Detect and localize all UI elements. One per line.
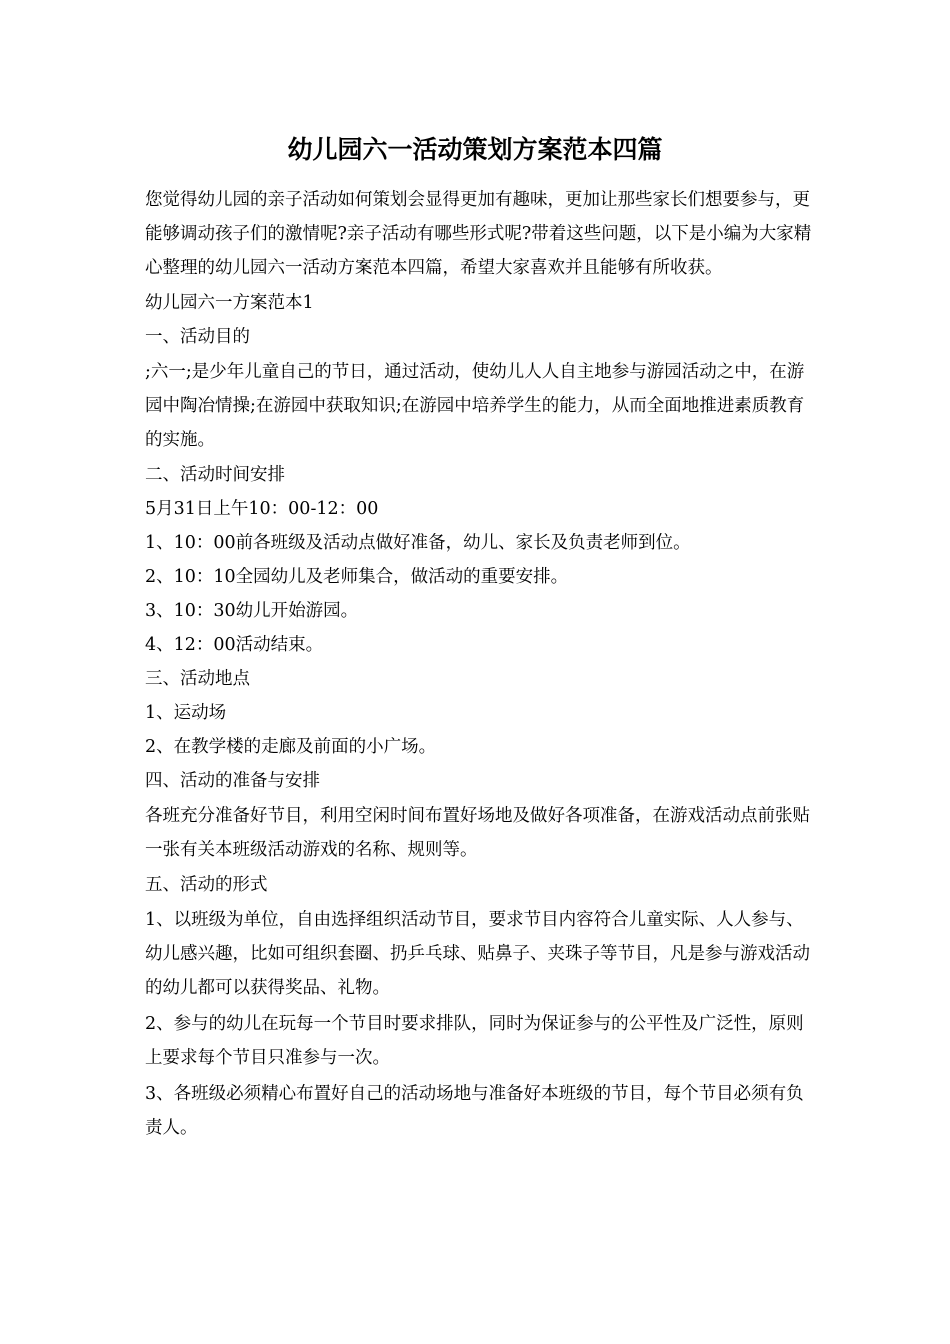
schedule-item-1: 1、10：00前各班级及活动点做好准备，幼儿、家长及负责老师到位。 — [145, 533, 691, 553]
form-item-2: 2、参与的幼儿在玩每一个节目时要求排队，同时为保证参与的公平性及广泛性，原则上要求每个节目只准参与一次。 — [145, 1014, 804, 1068]
intro-paragraph: 您觉得幼儿园的亲子活动如何策划会显得更加有趣味，更加让那些家长们想要参与，更能够调动孩子们的激情呢?亲子活动有哪些形式呢?带着这些问题，以下是小编为大家精心整理的幼儿园六一活动方案范本四篇，希望大家喜欢并且能够有所收获。 — [145, 190, 812, 278]
document-title: 幼儿园六一活动策划方案范本四篇 — [287, 135, 663, 164]
heading-preparation: 四、活动的准备与安排 — [145, 771, 320, 791]
heading-activity-schedule: 二、活动时间安排 — [145, 465, 285, 485]
schedule-item-3: 3、10：30幼儿开始游园。 — [145, 601, 359, 621]
paragraph-activity-date: 5月31日上午10：00-12：00 — [145, 499, 379, 519]
section-heading-plan-1: 幼儿园六一方案范本1 — [145, 293, 314, 313]
heading-activity-form: 五、活动的形式 — [145, 875, 268, 895]
heading-activity-purpose: 一、活动目的 — [145, 327, 250, 347]
heading-activity-location: 三、活动地点 — [145, 669, 250, 689]
form-item-3: 3、各班级必须精心布置好自己的活动场地与准备好本班级的节目，每个节目必须有负责人。 — [145, 1084, 804, 1138]
location-item-1: 1、运动场 — [145, 703, 227, 723]
form-item-1: 1、以班级为单位，自由选择组织活动节目，要求节目内容符合儿童实际、人人参与、幼儿感兴趣，比如可组织套圈、扔乒乓球、贴鼻子、夹珠子等节目，凡是参与游戏活动的幼儿都可以获得奖品、礼物。 — [145, 910, 810, 998]
paragraph-activity-purpose: ;六一;是少年儿童自己的节日，通过活动，使幼儿人人自主地参与游园活动之中，在游园中陶冶情操;在游园中获取知识;在游园中培养学生的能力，从而全面地推进素质教育的实施。 — [145, 362, 805, 450]
location-item-2: 2、在教学楼的走廊及前面的小广场。 — [145, 737, 437, 757]
document-body — [145, 183, 820, 1147]
schedule-item-4: 4、12：00活动结束。 — [145, 635, 324, 655]
schedule-item-2: 2、10：10全园幼儿及老师集合，做活动的重要安排。 — [145, 567, 569, 587]
paragraph-preparation: 各班充分准备好节目，利用空闲时间布置好场地及做好各项准备，在游戏活动点前张贴一张有关本班级活动游戏的名称、规则等。 — [145, 806, 810, 860]
